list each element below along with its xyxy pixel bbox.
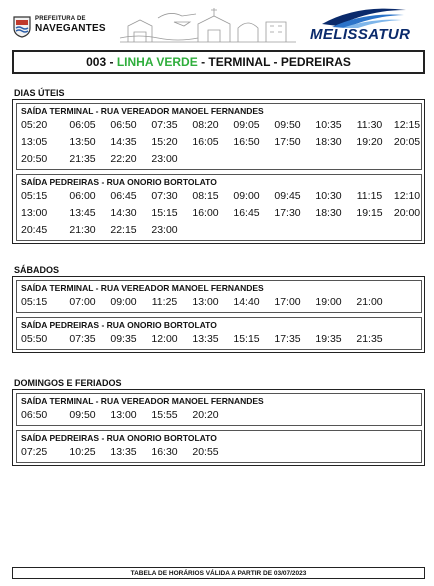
time-grid bbox=[21, 117, 421, 168]
departure-time: 13:00 bbox=[110, 409, 137, 421]
departure-time: 19:15 bbox=[356, 207, 383, 219]
route-title-box bbox=[12, 50, 425, 74]
departure-time: 13:45 bbox=[69, 207, 96, 219]
departure-time: 21:30 bbox=[69, 224, 96, 236]
city-name: NAVEGANTES bbox=[35, 23, 106, 34]
departure-time: 21:00 bbox=[356, 296, 383, 308]
departure-time: 13:00 bbox=[192, 296, 219, 308]
schedule-block bbox=[16, 103, 422, 170]
departure-time: 14:40 bbox=[233, 296, 260, 308]
departure-time: 19:20 bbox=[356, 136, 383, 148]
route-code: 003 bbox=[86, 55, 107, 69]
departure-time: 14:35 bbox=[110, 136, 137, 148]
departure-time: 10:35 bbox=[315, 119, 342, 131]
city-crest-icon bbox=[12, 14, 32, 38]
departure-time: 16:45 bbox=[233, 207, 260, 219]
departure-time: 20:00 bbox=[393, 207, 421, 219]
departure-time: 09:00 bbox=[110, 296, 137, 308]
brand-name: MELISSATUR bbox=[310, 26, 411, 43]
departure-header: SAÍDA TERMINAL - RUA VEREADOR MANOEL FERNANDES bbox=[21, 106, 264, 116]
departure-time: 12:15 bbox=[393, 119, 421, 131]
departure-time: 20:55 bbox=[192, 446, 219, 458]
prefeitura-logo bbox=[12, 12, 122, 40]
departure-time: 07:25 bbox=[21, 446, 48, 458]
time-grid bbox=[21, 331, 418, 348]
departure-time: 12:00 bbox=[151, 333, 178, 345]
page-header bbox=[0, 0, 434, 48]
departure-time: 10:30 bbox=[315, 190, 342, 202]
departure-time: 23:00 bbox=[151, 153, 178, 165]
schedule-block bbox=[16, 430, 422, 463]
departure-time: 07:35 bbox=[151, 119, 178, 131]
departure-time: 05:20 bbox=[21, 119, 48, 131]
departure-time: 06:05 bbox=[69, 119, 96, 131]
departure-time: 22:15 bbox=[110, 224, 137, 236]
city-sketch-illustration bbox=[118, 4, 298, 46]
departure-time: 20:05 bbox=[393, 136, 421, 148]
departure-time: 11:15 bbox=[356, 190, 383, 202]
departure-time: 16:50 bbox=[233, 136, 260, 148]
departure-time: 09:45 bbox=[274, 190, 301, 202]
departure-time: 21:35 bbox=[69, 153, 96, 165]
departure-time: 09:35 bbox=[110, 333, 137, 345]
schedule-block bbox=[16, 280, 422, 313]
route-separator: - bbox=[106, 55, 117, 69]
section-sundays-holidays bbox=[12, 389, 425, 466]
departure-header: SAÍDA TERMINAL - RUA VEREADOR MANOEL FERNANDES bbox=[21, 283, 264, 293]
route-endpoints: TERMINAL - PEDREIRAS bbox=[208, 55, 351, 69]
departure-time: 16:05 bbox=[192, 136, 219, 148]
departure-time: 17:30 bbox=[274, 207, 301, 219]
departure-time: 14:30 bbox=[110, 207, 137, 219]
day-title-sundays-holidays: DOMINGOS E FERIADOS bbox=[14, 378, 122, 388]
departure-time: 15:55 bbox=[151, 409, 178, 421]
departure-time: 20:20 bbox=[192, 409, 219, 421]
route-title bbox=[86, 55, 351, 69]
departure-time: 05:50 bbox=[21, 333, 48, 345]
departure-time: 18:30 bbox=[315, 136, 342, 148]
route-separator: - bbox=[197, 55, 209, 69]
day-title-weekdays: DIAS ÚTEIS bbox=[14, 88, 65, 98]
departure-time: 07:00 bbox=[69, 296, 96, 308]
departure-time: 22:20 bbox=[110, 153, 137, 165]
departure-time: 19:35 bbox=[315, 333, 342, 345]
departure-time: 16:00 bbox=[192, 207, 219, 219]
departure-header: SAÍDA TERMINAL - RUA VEREADOR MANOEL FERNANDES bbox=[21, 396, 264, 406]
schedule-block bbox=[16, 393, 422, 426]
departure-time: 09:05 bbox=[233, 119, 260, 131]
departure-time: 13:05 bbox=[21, 136, 48, 148]
departure-time: 16:30 bbox=[151, 446, 178, 458]
departure-header: SAÍDA PEDREIRAS - RUA ONORIO BORTOLATO bbox=[21, 177, 217, 187]
time-grid bbox=[21, 444, 418, 461]
departure-time: 13:35 bbox=[110, 446, 137, 458]
departure-time: 05:15 bbox=[21, 296, 48, 308]
departure-time: 12:10 bbox=[393, 190, 421, 202]
departure-time: 20:50 bbox=[21, 153, 48, 165]
time-grid bbox=[21, 188, 421, 239]
departure-time: 13:35 bbox=[192, 333, 219, 345]
departure-time: 10:25 bbox=[69, 446, 96, 458]
departure-time: 09:50 bbox=[274, 119, 301, 131]
departure-time: 17:00 bbox=[274, 296, 301, 308]
departure-time: 07:35 bbox=[69, 333, 96, 345]
prefeitura-label: PREFEITURA DE bbox=[35, 16, 86, 22]
departure-header: SAÍDA PEDREIRAS - RUA ONORIO BORTOLATO bbox=[21, 320, 217, 330]
departure-time: 11:25 bbox=[151, 296, 178, 308]
departure-time: 21:35 bbox=[356, 333, 383, 345]
section-saturdays bbox=[12, 276, 425, 353]
melissatur-logo bbox=[300, 6, 424, 46]
departure-time: 08:15 bbox=[192, 190, 219, 202]
departure-time: 23:00 bbox=[151, 224, 178, 236]
departure-time: 06:50 bbox=[110, 119, 137, 131]
time-grid bbox=[21, 294, 418, 311]
departure-time: 17:50 bbox=[274, 136, 301, 148]
departure-time: 09:50 bbox=[69, 409, 96, 421]
validity-note-box bbox=[12, 567, 425, 579]
route-line-name: LINHA VERDE bbox=[116, 55, 198, 69]
schedule-block bbox=[16, 174, 422, 241]
departure-time: 17:35 bbox=[274, 333, 301, 345]
departure-time: 08:20 bbox=[192, 119, 219, 131]
departure-time: 11:30 bbox=[356, 119, 383, 131]
departure-time: 06:50 bbox=[21, 409, 48, 421]
departure-time: 06:45 bbox=[110, 190, 137, 202]
validity-note: TABELA DE HORÁRIOS VÁLIDA A PARTIR DE 03/07/2023 bbox=[130, 569, 307, 577]
departure-time: 13:00 bbox=[21, 207, 48, 219]
schedule-block bbox=[16, 317, 422, 350]
departure-time: 15:20 bbox=[151, 136, 178, 148]
departure-time: 07:30 bbox=[151, 190, 178, 202]
departure-time: 15:15 bbox=[233, 333, 260, 345]
departure-time: 18:30 bbox=[315, 207, 342, 219]
departure-header: SAÍDA PEDREIRAS - RUA ONORIO BORTOLATO bbox=[21, 433, 217, 443]
departure-time: 09:00 bbox=[233, 190, 260, 202]
brand-swoosh-icon bbox=[318, 6, 408, 28]
departure-time: 06:00 bbox=[69, 190, 96, 202]
departure-time: 13:50 bbox=[69, 136, 96, 148]
section-weekdays bbox=[12, 99, 425, 244]
time-grid bbox=[21, 407, 418, 424]
departure-time: 15:15 bbox=[151, 207, 178, 219]
day-title-saturdays: SÁBADOS bbox=[14, 265, 60, 275]
departure-time: 20:45 bbox=[21, 224, 48, 236]
departure-time: 05:15 bbox=[21, 190, 48, 202]
departure-time: 19:00 bbox=[315, 296, 342, 308]
